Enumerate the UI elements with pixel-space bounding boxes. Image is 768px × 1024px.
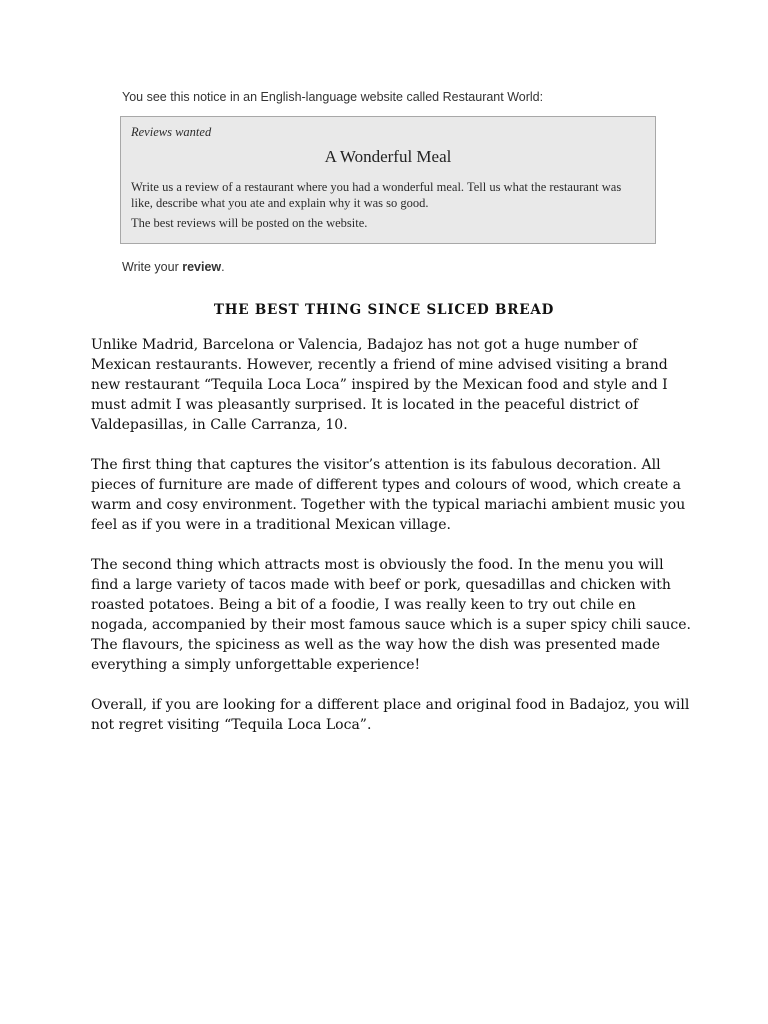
instruction-suffix: . [221, 260, 225, 274]
notice-label: Reviews wanted [131, 125, 212, 139]
essay-body [91, 335, 691, 755]
task-intro: You see this notice in an English-language website called Restaurant World: [122, 90, 544, 104]
essay-title: THE BEST THING SINCE SLICED BREAD [213, 302, 555, 318]
essay-paragraph: Unlike Madrid, Barcelona or Valencia, Badajoz has not got a huge number of Mexican restaurants. However, recently a friend of mine advised visiting a brand new restaurant “Tequila Loca Loca” inspired by the Mexican food and style and I must admit I was pleasantly surprised. It is located in the peaceful district of Valdepasillas, in Calle Carranza, 10. [91, 337, 668, 433]
instruction-prefix: Write your [122, 260, 183, 274]
notice-box [120, 116, 656, 244]
essay-paragraph: The second thing which attracts most is obviously the food. In the menu you will find a large variety of tacos made with beef or pork, quesadillas and chicken with roasted potatoes. Being a bit of a foodie, I was really keen to try out chile en nogada, accompanied by their most famous sauce which is a super spicy chili sauce. The flavours, the spiciness as well as the way how the dish was presented made everything a simply unforgettable experience! [91, 557, 692, 673]
notice-body: Write us a review of a restaurant where you had a wonderful meal. Tell us what the restaurant was like, describe what you ate and explain why it was so good. [131, 180, 622, 210]
notice-heading: A Wonderful Meal [324, 147, 452, 166]
essay-paragraph: Overall, if you are looking for a different place and original food in Badajoz, you will not regret visiting “Tequila Loca Loca”. [91, 697, 690, 733]
essay-paragraph: The first thing that captures the visitor’s attention is its fabulous decoration. All pieces of furniture are made of different types and colours of wood, which create a warm and cosy environment. Together with the typical mariachi ambient music you feel as if you were in a traditional Mexican village. [91, 457, 686, 533]
notice-footer: The best reviews will be posted on the website. [131, 216, 368, 230]
instruction-emphasis: review [182, 260, 222, 274]
task-instruction [122, 260, 225, 274]
